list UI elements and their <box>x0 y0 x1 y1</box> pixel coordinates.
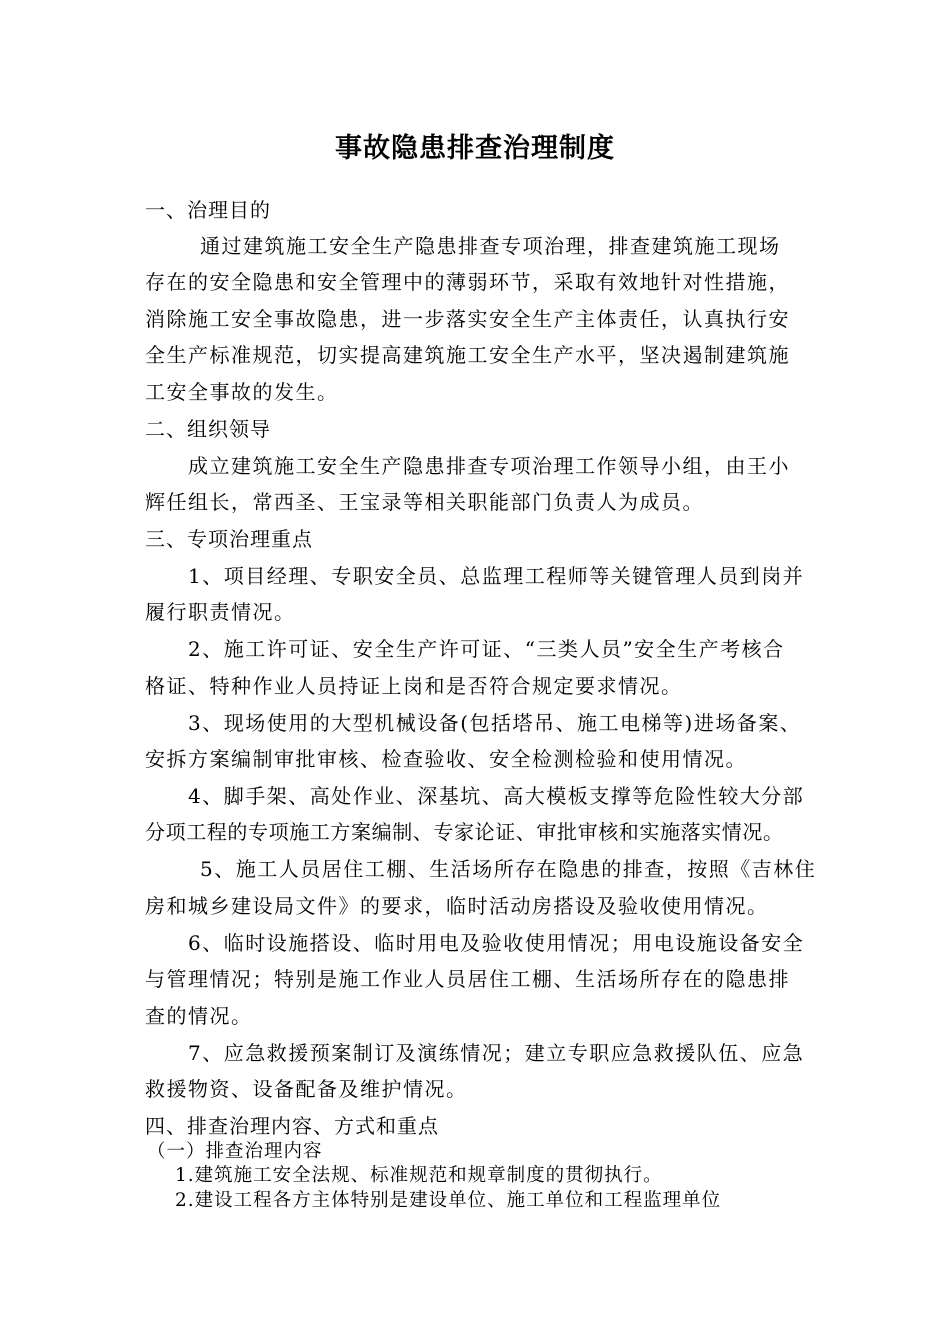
section-heading-content: 四、排查治理内容、方式和重点 <box>145 1114 439 1138</box>
subsection-heading: （一）排查治理内容 <box>147 1141 323 1162</box>
paragraph-line: 消除施工安全事故隐患，进一步落实安全生产主体责任，认真执行安 <box>145 307 790 331</box>
list-item-line: 查的情况。 <box>145 1004 253 1028</box>
list-item-line: 4、脚手架、高处作业、深基坑、高大模板支撑等危险性较大分部 <box>188 784 805 808</box>
list-item-line: 格证、特种作业人员持证上岗和是否符合规定要求情况。 <box>145 674 683 698</box>
paragraph-line: 存在的安全隐患和安全管理中的薄弱环节，采取有效地针对性措施， <box>145 270 790 294</box>
paragraph-line: 工安全事故的发生。 <box>145 380 339 404</box>
section-heading-focus: 三、专项治理重点 <box>145 527 313 551</box>
paragraph-line: 辉任组长，常西圣、王宝录等相关职能部门负责人为成员。 <box>145 490 704 514</box>
paragraph-line: 全生产标准规范，切实提高建筑施工安全生产水平，坚决遏制建筑施 <box>145 343 790 367</box>
list-item-line: 分项工程的专项施工方案编制、专家论证、审批审核和实施落实情况。 <box>145 820 784 844</box>
paragraph-line: 成立建筑施工安全生产隐患排查专项治理工作领导小组，由王小 <box>188 454 790 478</box>
list-item-line: 救援物资、设备配备及维护情况。 <box>145 1077 468 1101</box>
section-heading-objective: 一、治理目的 <box>145 198 271 222</box>
list-item-line: 1.建筑施工安全法规、标准规范和规章制度的贯彻执行。 <box>175 1165 663 1186</box>
list-item-line: 5、施工人员居住工棚、生活场所存在隐患的排查，按照《吉林住 <box>200 857 817 881</box>
list-item-line: 房和城乡建设局文件》的要求，临时活动房搭设及验收使用情况。 <box>145 894 769 918</box>
list-item-line: 7、应急救援预案制订及演练情况；建立专职应急救援队伍、应急 <box>188 1041 805 1065</box>
list-item-line: 履行职责情况。 <box>145 600 296 624</box>
list-item-line: 6、临时设施搭设、临时用电及验收使用情况；用电设施设备安全 <box>188 931 805 955</box>
paragraph-line: 通过建筑施工安全生产隐患排查专项治理，排查建筑施工现场 <box>200 234 781 258</box>
list-item-line: 与管理情况；特别是施工作业人员居住工棚、生活场所存在的隐患排 <box>145 967 790 991</box>
list-item-line: 1、项目经理、专职安全员、总监理工程师等关键管理人员到岗并 <box>188 564 805 588</box>
document-title: 事故隐患排查治理制度 <box>335 133 615 164</box>
list-item-line: 2、施工许可证、安全生产许可证、“三类人员”安全生产考核合 <box>188 637 785 661</box>
section-heading-leadership: 二、组织领导 <box>145 417 271 441</box>
list-item-line: 3、现场使用的大型机械设备(包括塔吊、施工电梯等)进场备案、 <box>188 711 802 735</box>
list-item-line: 安拆方案编制审批审核、检查验收、安全检测检验和使用情况。 <box>145 747 747 771</box>
list-item-line: 2.建设工程各方主体特别是建设单位、施工单位和工程监理单位 <box>175 1190 722 1211</box>
